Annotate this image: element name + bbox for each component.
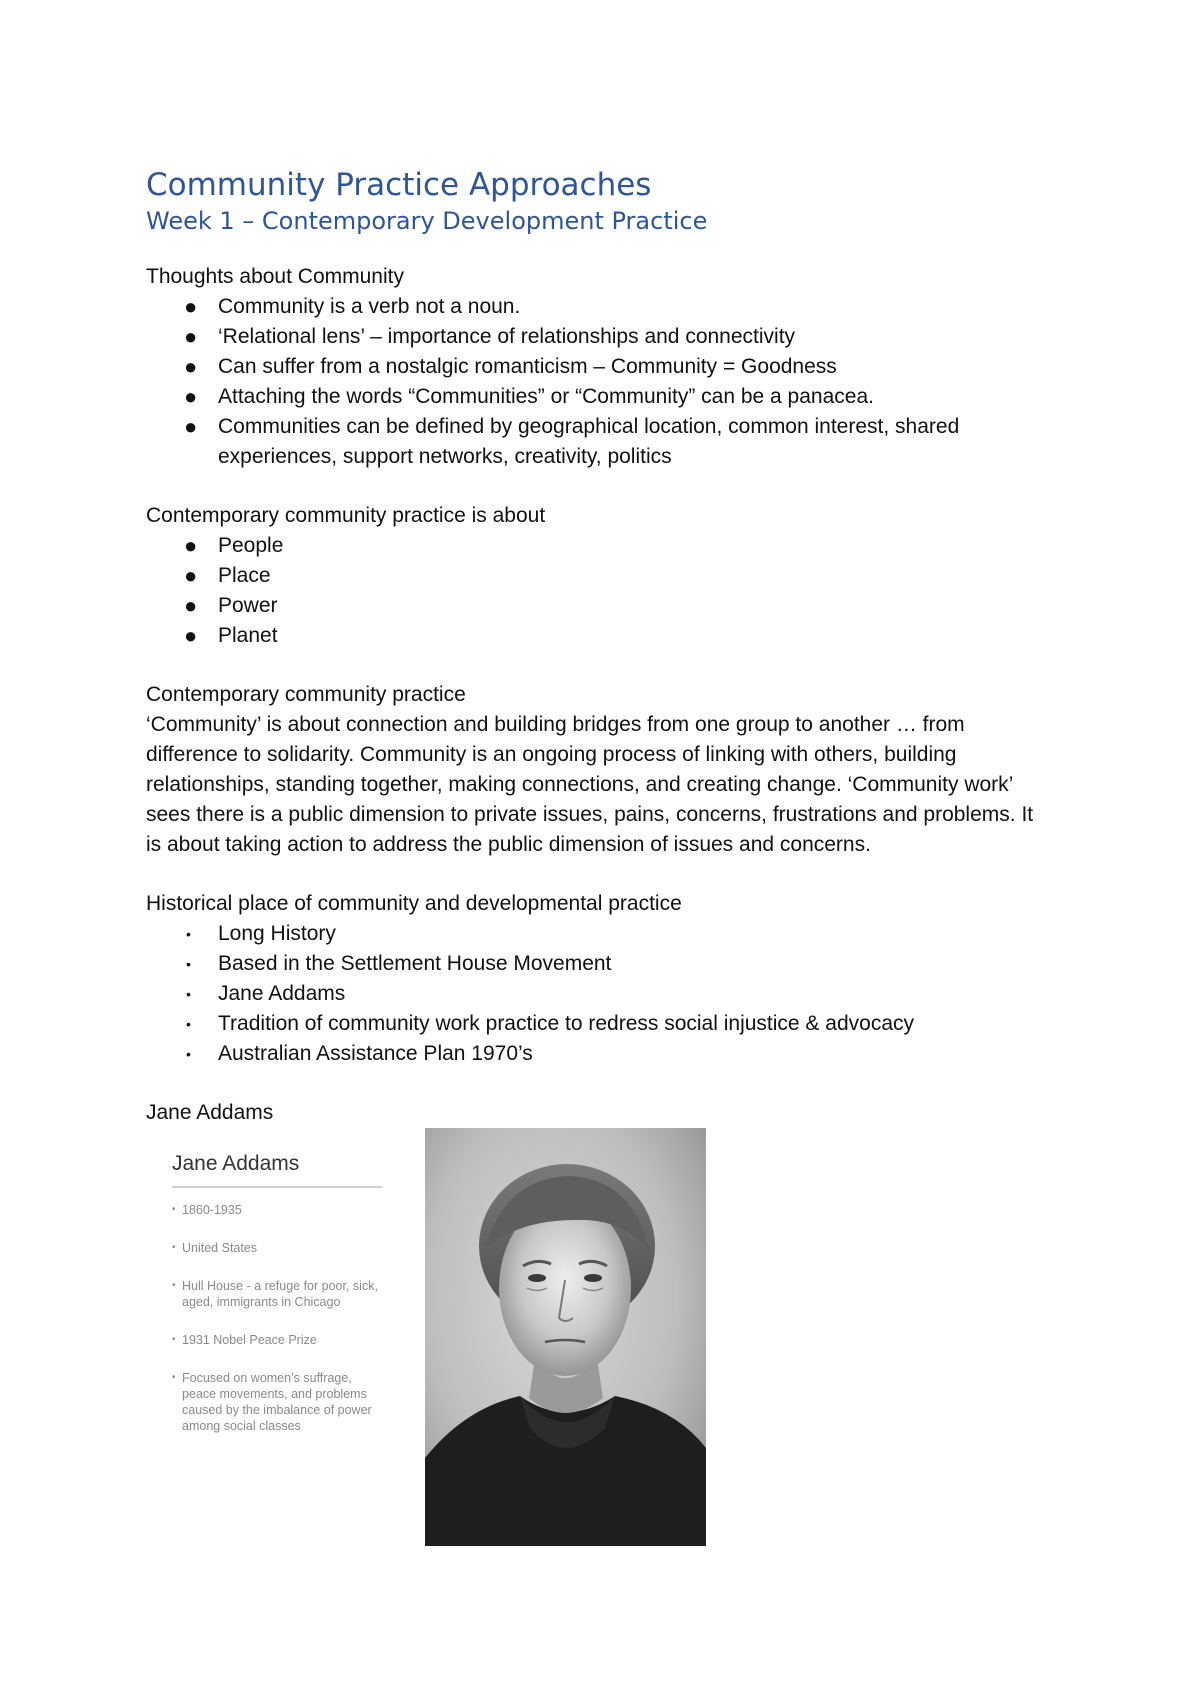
list-item-text: Power [218, 594, 278, 617]
bullet-icon: ● [184, 623, 198, 648]
bullet-icon: ● [184, 354, 198, 379]
list-item [146, 979, 1046, 1009]
bullet-icon: • [172, 1372, 176, 1383]
bullet-icon: • [186, 926, 191, 942]
about-heading: Contemporary community practice is about [146, 504, 546, 527]
list-item [146, 949, 1046, 979]
spacer [146, 472, 1046, 501]
thoughts-heading: Thoughts about Community [146, 265, 404, 288]
list-item-text: Australian Assistance Plan 1970’s [218, 1042, 533, 1065]
bullet-icon: ● [184, 563, 198, 588]
bullet-icon: • [172, 1334, 176, 1345]
slide-item-text: Hull House - a refuge for poor, sick, aged, immigrants in Chicago [182, 1279, 378, 1309]
jane-addams-figure [146, 1128, 706, 1546]
contemporary-heading: Contemporary community practice [146, 683, 466, 706]
bullet-icon: ● [184, 324, 198, 349]
list-item-text: Tradition of community work practice to redress social injustice & advocacy [218, 1012, 914, 1035]
list-item [146, 382, 1046, 412]
list-item [146, 531, 1046, 561]
list-item [146, 919, 1046, 949]
document-subtitle: Week 1 – Contemporary Development Practice [146, 207, 708, 235]
list-item [146, 322, 1046, 352]
slide-list-item [172, 1202, 387, 1218]
slide-item-text: 1860-1935 [182, 1203, 242, 1217]
list-item-text: Communities can be defined by geographical location, common interest, shared experiences, support networks, creativity, politics [218, 415, 960, 468]
document-page [146, 166, 1046, 1128]
bullet-icon: ● [184, 593, 198, 618]
slide-list-item [172, 1278, 387, 1310]
list-item-text: ‘Relational lens’ – importance of relationships and connectivity [218, 325, 796, 348]
list-item-text: Can suffer from a nostalgic romanticism – Community = Goodness [218, 355, 837, 378]
contemporary-paragraph: ‘Community’ is about connection and building bridges from one group to another … from difference to solidarity. Community is an ongoing process of linking with others, building relationships, standing together, making connections, and creating change. ‘Community work’ sees there is a public dimension to private issues, pains, concerns, frustrations and problems. It is about taking action to address the public dimension of issues and concerns. [146, 713, 1034, 856]
list-item-text: Place [218, 564, 271, 587]
bullet-icon: ● [184, 414, 198, 439]
list-item-text: Planet [218, 624, 278, 647]
slide-list [172, 1202, 402, 1434]
list-item [146, 1009, 1046, 1039]
spacer [146, 238, 1046, 262]
bullet-icon: ● [184, 533, 198, 558]
slide-item-text: United States [182, 1241, 258, 1255]
slide-item-text: 1931 Nobel Peace Prize [182, 1333, 317, 1347]
historical-heading: Historical place of community and developmental practice [146, 892, 682, 915]
jane-heading: Jane Addams [146, 1101, 274, 1124]
list-item-text: Attaching the words “Communities” or “Community” can be a panacea. [218, 385, 874, 408]
list-item [146, 561, 1046, 591]
slide-item-text: Focused on women’s suffrage, peace movements, and problems caused by the imbalance of power among social classes [182, 1371, 372, 1433]
bullet-icon: • [172, 1242, 176, 1253]
bullet-icon: • [172, 1204, 176, 1215]
document-title: Community Practice Approaches [146, 167, 652, 203]
slide-list-item [172, 1332, 387, 1348]
thoughts-list [146, 292, 1046, 472]
slide-list-item [172, 1370, 387, 1434]
bullet-icon: • [186, 1046, 191, 1062]
list-item-text: Long History [218, 922, 336, 945]
list-item [146, 352, 1046, 382]
bullet-icon: ● [184, 294, 198, 319]
slide-list-item [172, 1240, 387, 1256]
slide-divider [172, 1186, 382, 1188]
portrait-photo [425, 1128, 706, 1546]
bullet-icon: • [186, 956, 191, 972]
list-item-text: People [218, 534, 284, 557]
bullet-icon: ● [184, 384, 198, 409]
spacer [146, 651, 1046, 680]
bullet-icon: • [186, 1016, 191, 1032]
slide-title: Jane Addams [172, 1152, 300, 1175]
list-item-text: Based in the Settlement House Movement [218, 952, 612, 975]
list-item-text: Community is a verb not a noun. [218, 295, 521, 318]
list-item-text: Jane Addams [218, 982, 346, 1005]
historical-list [146, 919, 1046, 1069]
spacer [146, 860, 1046, 889]
list-item [146, 621, 1046, 651]
slide-panel [172, 1150, 402, 1456]
bullet-icon: • [172, 1280, 176, 1291]
list-item [146, 412, 1046, 472]
spacer [146, 1069, 1046, 1098]
about-list [146, 531, 1046, 651]
list-item [146, 292, 1046, 322]
list-item [146, 591, 1046, 621]
list-item [146, 1039, 1046, 1069]
bullet-icon: • [186, 986, 191, 1002]
